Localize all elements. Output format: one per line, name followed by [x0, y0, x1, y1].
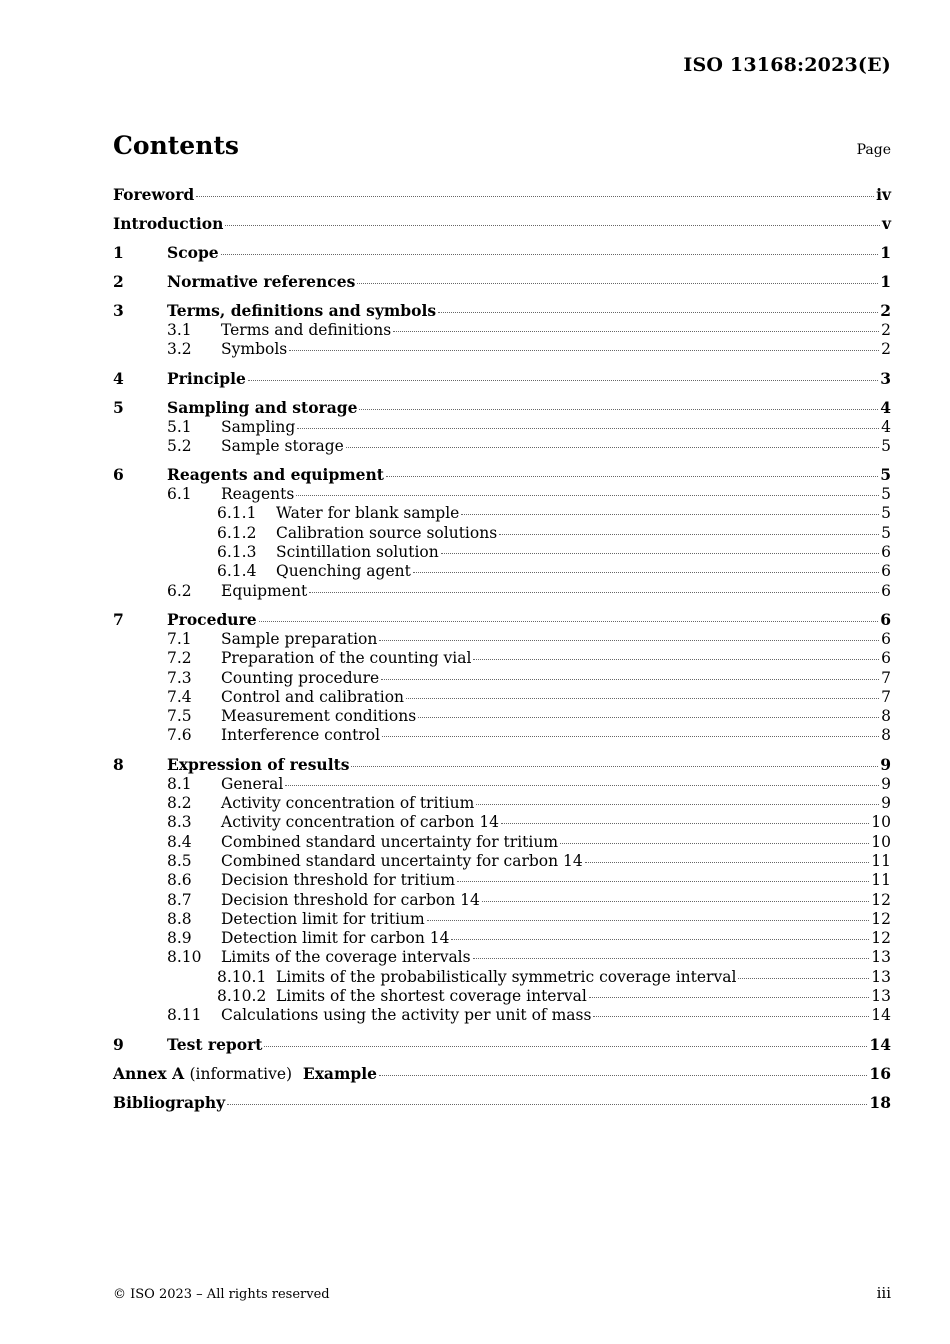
toc-entry-title: Calibration source solutions: [276, 523, 498, 542]
dot-leader: [196, 195, 874, 197]
dot-leader: [738, 977, 869, 979]
toc-entry-title: Measurement conditions: [221, 707, 417, 726]
toc-entry[interactable]: [113, 321, 891, 340]
dot-leader: [225, 224, 880, 226]
toc-entry-number: 8.7: [167, 890, 192, 909]
dot-leader: [441, 552, 879, 554]
toc-entry-title: Detection limit for carbon 14: [221, 929, 450, 948]
dot-leader: [221, 253, 879, 255]
toc-entry[interactable]: [113, 610, 891, 630]
toc-entry[interactable]: [113, 707, 891, 726]
toc-entry-title: Equipment: [221, 581, 308, 600]
toc-entry-title: Counting procedure: [221, 668, 380, 687]
toc-entry[interactable]: [113, 543, 891, 562]
dot-leader: [289, 349, 879, 351]
toc-entry-page: 5: [880, 465, 891, 485]
toc-entry-number: 6: [113, 465, 124, 485]
dot-leader: [418, 716, 879, 718]
toc-entry-title: Bibliography: [113, 1092, 226, 1112]
toc-entry-page: 9: [881, 774, 891, 793]
toc-entry-page: 12: [871, 929, 891, 948]
toc-entry-page: 11: [871, 871, 891, 890]
toc-entry-title: Terms, definitions and symbols: [167, 301, 437, 320]
dot-leader: [351, 765, 878, 767]
toc-entry[interactable]: [113, 987, 891, 1006]
dot-leader: [386, 475, 878, 477]
toc-entry-number: 7.6: [167, 726, 192, 745]
page-title: Contents: [113, 131, 240, 160]
dot-leader: [227, 1103, 867, 1105]
dot-leader: [393, 330, 879, 332]
dot-leader: [309, 591, 879, 593]
toc-entry[interactable]: [113, 272, 891, 292]
toc-entry-page: v: [881, 214, 891, 233]
dot-leader: [451, 938, 869, 940]
toc-entry-number: 3.2: [167, 340, 192, 359]
dot-leader: [248, 379, 878, 381]
toc-entry-page: 11: [871, 851, 891, 870]
toc-entry-number: 6.1: [167, 485, 192, 504]
toc-entry[interactable]: [113, 369, 891, 389]
dot-leader: [427, 919, 870, 921]
annex-type: (informative): [189, 1064, 293, 1083]
toc-entry-title: Test report: [167, 1034, 263, 1054]
table-of-contents: [113, 185, 891, 1113]
toc-entry[interactable]: [113, 630, 891, 649]
toc-entry-number: 6.1.4: [217, 562, 257, 581]
toc-entry-title: Foreword: [113, 185, 195, 204]
toc-entry[interactable]: [113, 726, 891, 745]
toc-entry[interactable]: [113, 1006, 891, 1025]
toc-entry-title: Decision threshold for tritium: [221, 871, 456, 890]
toc-entry-page: 5: [881, 523, 891, 542]
toc-entry-number: 1: [113, 243, 124, 262]
dot-leader: [473, 658, 879, 660]
toc-entry-page: 2: [881, 321, 891, 339]
dot-leader: [461, 513, 879, 515]
toc-entry[interactable]: [113, 929, 891, 948]
toc-entry-page: 10: [871, 832, 891, 851]
toc-entry[interactable]: [113, 688, 891, 707]
toc-entry-page: 4: [881, 417, 891, 436]
toc-entry-page: 2: [881, 340, 891, 359]
dot-leader: [589, 996, 869, 998]
toc-entry[interactable]: [113, 852, 891, 871]
toc-entry-page: 12: [871, 909, 891, 928]
toc-entry-number: 3.1: [167, 321, 192, 339]
toc-entry-number: 8.10: [167, 948, 202, 967]
toc-entry-number: 6.1.3: [217, 543, 257, 562]
toc-entry-page: 14: [871, 1006, 891, 1025]
document-id: ISO 13168:2023(E): [683, 54, 891, 76]
toc-entry-page: 9: [881, 794, 891, 813]
toc-entry-page: 5: [881, 436, 891, 455]
toc-entry-title: Symbols: [221, 340, 288, 359]
toc-entry-page: 13: [871, 948, 891, 967]
toc-entry-page: 8: [881, 707, 891, 726]
toc-entry-title: Sampling: [221, 417, 296, 436]
toc-entry-number: 7.3: [167, 668, 192, 687]
toc-entry-title: Detection limit for tritium: [221, 909, 425, 928]
toc-entry-title: Terms and definitions: [221, 321, 392, 339]
toc-entry-title: Normative references: [167, 272, 356, 291]
toc-entry-number: 8.4: [167, 832, 192, 851]
toc-entry[interactable]: [113, 465, 891, 485]
toc-entry-annex-a[interactable]: [113, 1064, 891, 1084]
dot-leader: [259, 620, 879, 622]
toc-entry-title: Reagents and equipment: [167, 465, 384, 485]
toc-entry-page: 16: [869, 1063, 891, 1083]
toc-entry-title: Procedure: [167, 609, 257, 629]
toc-entry[interactable]: [113, 437, 891, 456]
toc-entry[interactable]: [113, 649, 891, 668]
toc-entry[interactable]: [113, 910, 891, 929]
toc-entry-title: Decision threshold for carbon 14: [221, 890, 480, 909]
toc-entry[interactable]: [113, 243, 891, 263]
toc-entry-title: General: [221, 774, 284, 793]
toc-entry[interactable]: [113, 562, 891, 581]
dot-leader: [285, 784, 879, 786]
toc-entry-number: 2: [113, 272, 124, 291]
toc-entry-title: Activity concentration of carbon 14: [221, 813, 500, 832]
toc-entry-page: iv: [876, 185, 891, 204]
toc-entry-number: 9: [113, 1034, 124, 1054]
toc-entry-number: 8: [113, 754, 124, 774]
toc-entry-title: Principle: [167, 368, 246, 388]
dot-leader: [457, 880, 869, 882]
dot-leader: [382, 735, 879, 737]
toc-entry-number: 4: [113, 368, 124, 388]
toc-entry-page: 3: [880, 368, 891, 388]
toc-entry-page: 9: [880, 754, 891, 774]
toc-entry-page: 8: [881, 726, 891, 745]
toc-entry-page: 6: [880, 609, 891, 629]
dot-leader: [593, 1015, 869, 1017]
toc-entry-title: Expression of results: [167, 754, 350, 774]
toc-entry[interactable]: [113, 833, 891, 852]
dot-leader: [413, 571, 879, 573]
toc-entry-title: Limits of the probabilistically symmetric coverage interval: [276, 967, 737, 986]
toc-entry-page: 2: [880, 301, 891, 320]
toc-entry-number: 5.2: [167, 436, 192, 455]
toc-entry[interactable]: [113, 775, 891, 794]
toc-entry-title: Limits of the shortest coverage interval: [276, 987, 587, 1006]
toc-entry[interactable]: [113, 1035, 891, 1055]
toc-entry-page: 1: [880, 272, 891, 291]
toc-entry-page: 6: [881, 629, 891, 648]
toc-entry-number: 8.1: [167, 774, 192, 793]
toc-entry[interactable]: [113, 948, 891, 967]
toc-entry-title: Activity concentration of tritium: [221, 794, 475, 813]
copyright-notice: © ISO 2023 – All rights reserved: [113, 1287, 330, 1302]
dot-leader: [357, 282, 878, 284]
toc-entry-title: Interference control: [221, 726, 381, 745]
toc-entry[interactable]: [113, 524, 891, 543]
toc-entry-number: 8.6: [167, 871, 192, 890]
toc-entry-page: 6: [881, 649, 891, 668]
toc-entry-number: 8.3: [167, 813, 192, 832]
toc-entry-number: 7: [113, 609, 124, 629]
toc-entry-title: Preparation of the counting vial: [221, 649, 472, 668]
toc-entry-page: 7: [881, 668, 891, 687]
toc-entry[interactable]: [113, 669, 891, 688]
toc-entry[interactable]: [113, 794, 891, 813]
dot-leader: [438, 311, 878, 313]
toc-entry-page: 13: [871, 967, 891, 986]
toc-entry-bibliography[interactable]: [113, 1093, 891, 1113]
toc-entry-number: 8.2: [167, 794, 192, 813]
toc-entry-page: 6: [881, 581, 891, 600]
toc-entry-page: 12: [871, 890, 891, 909]
toc-entry-page: 6: [881, 543, 891, 562]
annex-label: Annex A: [113, 1063, 185, 1083]
toc-entry-number: 7.2: [167, 649, 192, 668]
dot-leader: [379, 1074, 867, 1076]
toc-entry-number: 7.1: [167, 629, 192, 648]
dot-leader: [264, 1045, 867, 1047]
annex-title: Example: [302, 1063, 377, 1083]
toc-entry-page: 5: [881, 504, 891, 523]
toc-entry-number: 6.1.2: [217, 523, 257, 542]
toc-entry-page: 13: [871, 987, 891, 1006]
toc-entry-page: 5: [881, 485, 891, 504]
toc-entry-title: [113, 1064, 377, 1084]
toc-entry[interactable]: [113, 340, 891, 359]
toc-entry-number: 7.4: [167, 687, 192, 706]
toc-entry[interactable]: [113, 485, 891, 504]
toc-entry[interactable]: [113, 504, 891, 523]
toc-entry[interactable]: [113, 871, 891, 890]
toc-entry-title: Scope: [167, 243, 219, 262]
toc-entry-page: 18: [869, 1092, 891, 1112]
toc-entry-title: Combined standard uncertainty for tritium: [221, 832, 559, 851]
toc-entry-title: Sample preparation: [221, 629, 378, 648]
dot-leader: [499, 533, 879, 535]
dot-leader: [346, 446, 879, 448]
toc-entry-page: 6: [881, 562, 891, 581]
dot-leader: [473, 957, 870, 959]
toc-entry-number: 8.10.1: [217, 967, 267, 986]
toc-entry-number: 8.8: [167, 909, 192, 928]
toc-entry-number: 3: [113, 301, 124, 320]
dot-leader: [560, 842, 869, 844]
toc-entry-page: 4: [880, 397, 891, 417]
toc-entry-number: 6.1.1: [217, 504, 257, 523]
toc-entry-title: Water for blank sample: [276, 504, 460, 523]
toc-entry[interactable]: [113, 301, 891, 321]
toc-entry[interactable]: [113, 813, 891, 832]
toc-entry-page: 10: [871, 813, 891, 832]
dot-leader: [297, 427, 879, 429]
toc-entry-title: Quenching agent: [276, 562, 411, 581]
dot-leader: [406, 697, 879, 699]
dot-leader: [501, 822, 869, 824]
toc-entry-page: 1: [880, 243, 891, 262]
toc-entry[interactable]: [113, 185, 891, 205]
dot-leader: [476, 803, 879, 805]
toc-entry-number: 7.5: [167, 707, 192, 726]
dot-leader: [296, 494, 879, 496]
toc-entry[interactable]: [113, 418, 891, 437]
toc-entry-number: 8.5: [167, 851, 192, 870]
footer-page-number: iii: [876, 1284, 891, 1302]
toc-entry-title: Sampling and storage: [167, 397, 358, 417]
toc-entry[interactable]: [113, 582, 891, 601]
toc-entry[interactable]: [113, 214, 891, 234]
toc-entry-number: 8.9: [167, 929, 192, 948]
toc-entry-title: Scintillation solution: [276, 543, 439, 562]
toc-entry-number: 5.1: [167, 417, 192, 436]
toc-entry-number: 8.10.2: [217, 987, 267, 1006]
toc-entry-title: Limits of the coverage intervals: [221, 948, 471, 967]
toc-entry-title: Combined standard uncertainty for carbon 14: [221, 851, 583, 870]
dot-leader: [379, 639, 879, 641]
page-column-label: Page: [856, 142, 891, 158]
toc-entry[interactable]: [113, 398, 891, 418]
toc-entry-title: Introduction: [113, 214, 224, 233]
toc-entry-page: 14: [869, 1034, 891, 1054]
toc-entry-page: 7: [881, 687, 891, 706]
toc-entry-title: Calculations using the activity per unit of mass: [221, 1006, 592, 1025]
toc-entry-title: Sample storage: [221, 436, 344, 455]
toc-entry-number: 6.2: [167, 581, 192, 600]
toc-entry-number: 8.11: [167, 1006, 202, 1025]
toc-entry-title: Reagents: [221, 485, 295, 504]
dot-leader: [585, 861, 869, 863]
toc-entry-title: Control and calibration: [221, 687, 405, 706]
dot-leader: [359, 408, 878, 410]
toc-entry[interactable]: [113, 968, 891, 987]
dot-leader: [381, 678, 879, 680]
toc-entry-number: 5: [113, 397, 124, 417]
toc-entry[interactable]: [113, 755, 891, 775]
dot-leader: [482, 900, 869, 902]
toc-entry[interactable]: [113, 891, 891, 910]
